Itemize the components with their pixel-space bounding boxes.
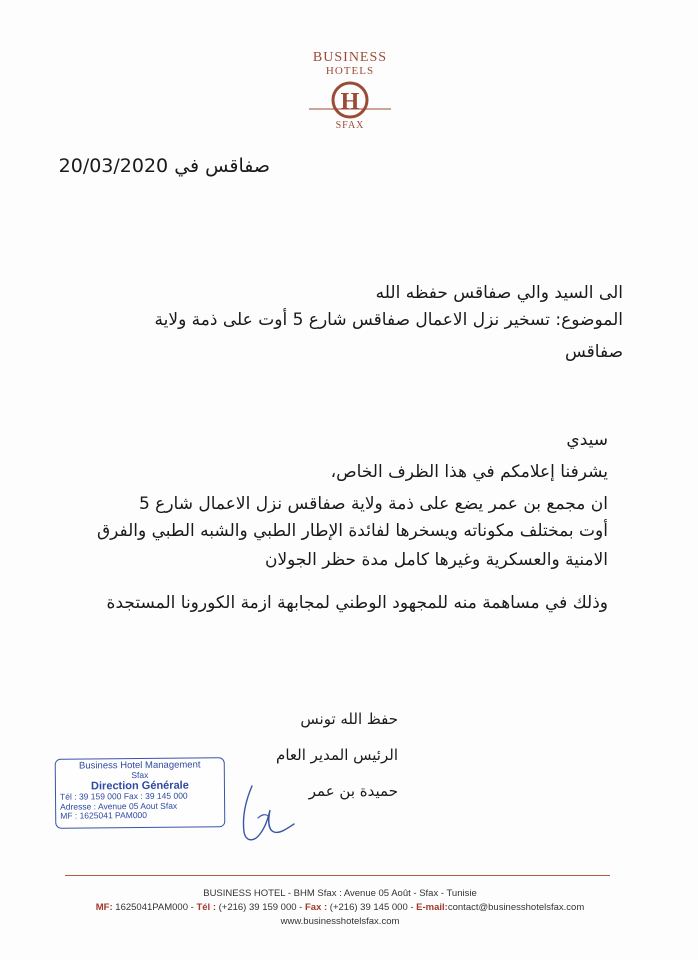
logo-sub-text: HOTELS [325,65,375,77]
stamp-tax-id: MF : 1625041 PAM000 [60,809,148,821]
letter-date: صفاقس في 20/03/2020 [58,155,270,177]
logo-brand-text: BUSINESS [312,50,388,65]
footer-divider [65,875,610,876]
footer-mf-value: 1625041PAM000 - [112,902,197,913]
closing-phrase: حفظ الله تونس [300,710,398,728]
handwritten-signature [238,780,298,848]
body-line: الامنية والعسكرية وغيرها كامل مدة حظر الجولان [264,550,608,570]
footer-tel-value: (+216) 39 159 000 - [215,902,305,913]
subject-line-continued: صفاقس [564,342,623,362]
body-line: ان مجمع بن عمر يضع على ذمة ولاية صفاقس نزل الاعمال شارع 5 [138,494,608,514]
footer-fax-value: (+216) 39 145 000 - [327,902,417,913]
footer-email-label: E-mail: [416,902,448,913]
stamp-city: Sfax [131,769,149,780]
company-stamp [55,757,226,828]
body-line: وذلك في مساهمة منه للمجهود الوطني لمجابهة ازمة الكورونا المستجدة [106,593,608,613]
footer-address: BUSINESS HOTEL - BHM Sfax : Avenue 05 Août - Sfax - Tunisie [203,888,477,899]
business-hotels-logo [280,50,420,131]
signatory-title: الرئيس المدير العام [276,746,398,764]
footer-tel-label: Tél : [196,902,216,913]
signatory-name: حميدة بن عمر [308,782,398,800]
stamp-address: Adresse : Avenue 05 Aout Sfax [60,800,178,812]
addressee: الى السيد والي صفاقس حفظه الله [375,283,623,303]
body-line: أوت بمختلف مكوناته ويسخرها لفائدة الإطار الطبي والشبه الطبي والفرق [96,521,608,541]
stamp-department: Direction Générale [90,779,189,793]
footer-website-link[interactable]: www.businesshotelsfax.com [280,916,400,927]
footer-email-link[interactable]: contact@businesshotelsfax.com [447,902,585,913]
logo-emblem-icon [309,80,391,120]
footer-contacts [40,902,640,913]
footer-fax-label: Fax : [304,902,328,913]
stamp-phone-fax: Tél : 39 159 000 Fax : 39 145 000 [59,790,188,802]
logo-monogram: H [340,89,360,115]
footer-mf-label: MF: [95,902,113,913]
subject-line: الموضوع: تسخير نزل الاعمال صفاقس شارع 5 أوت على ذمة ولاية [154,310,623,330]
logo-city-text: SFAX [335,120,365,131]
salutation: سيدي [566,430,608,450]
body-line: يشرفنا إعلامكم في هذا الظرف الخاص، [330,462,608,482]
stamp-company-name: Business Hotel Management [78,759,201,772]
